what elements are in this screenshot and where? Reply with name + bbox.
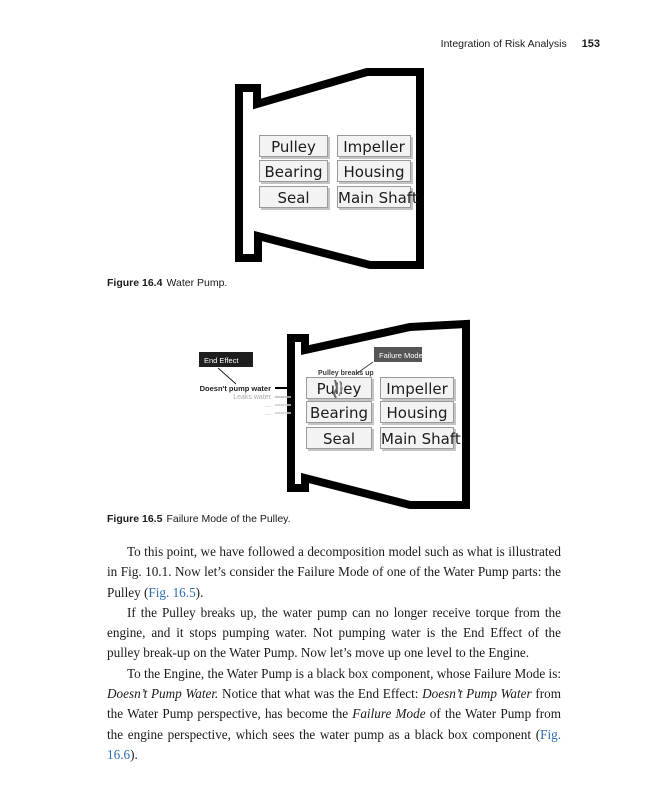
caption-text: Water Pump. — [166, 277, 228, 289]
caption-label: Figure 16.4 — [107, 277, 163, 289]
figure-16-5-caption — [107, 513, 291, 525]
p1-text: To this point, we have followed a decomposition model such as what is illustrated in Fig. 10.1. Now let’s consider the Failure Mode of one of the Water Pump parts: the Pulley ( — [107, 544, 561, 600]
part-housing: Housing — [337, 160, 411, 182]
part-seal: Seal — [259, 186, 328, 208]
part-main-shaft: Main Shaft — [380, 427, 454, 449]
end-effect-pointer — [218, 368, 236, 384]
part-pulley-failed: Pulley — [306, 377, 372, 399]
part-main-shaft: Main Shaft — [337, 186, 411, 208]
part-impeller: Impeller — [337, 135, 411, 157]
part-housing: Housing — [380, 401, 454, 423]
end-effect-secondary: Leaks water — [233, 394, 271, 401]
p3-text-c: from the Water Pump perspective, has become the — [107, 686, 562, 722]
p3-text-a: To the Engine, the Water Pump is a black box component, whose Failure Mode is: — [127, 665, 561, 681]
p3-italic-1: Doesn’t Pump Water. — [107, 686, 219, 702]
part-bearing: Bearing — [259, 160, 328, 182]
failure-mode-text: Pulley breaks up — [318, 370, 374, 377]
part-pulley: Pulley — [259, 135, 328, 157]
ellipsis-1: ... — [265, 402, 271, 409]
end-effect-label: End Effect — [204, 356, 239, 365]
failure-mode-label: Failure Mode — [379, 351, 423, 360]
p1-text-end: ). — [195, 584, 204, 600]
part-bearing: Bearing — [306, 401, 372, 423]
running-head-title: Integration of Risk Analysis — [440, 38, 567, 50]
paragraph-1 — [107, 542, 561, 603]
p3-text-d: of the Water Pump from the engine perspective, which sees the water pump as a black box component ( — [107, 706, 561, 742]
caption-label: Figure 16.5 — [107, 513, 163, 525]
p3-italic-2: Doesn’t Pump Water — [422, 686, 532, 702]
caption-text: Failure Mode of the Pulley. — [166, 513, 291, 525]
p3-text-b: Notice that what was the End Effect: — [218, 686, 423, 702]
p3-italic-3: Failure Mode — [352, 706, 426, 722]
ellipsis-2: ... — [265, 410, 271, 417]
end-effect-main: Doesn't pump water — [199, 384, 271, 393]
body-text — [107, 542, 561, 765]
paragraph-2: If the Pulley breaks up, the water pump can no longer receive torque from the engine, and it stops pumping water. Not pumping water is the End Effect of the pulley break-up on the Water Pump. Now let’s move up one level to the Engine. — [107, 604, 561, 661]
paragraph-3 — [107, 664, 561, 765]
page-number: 153 — [581, 38, 600, 50]
fig-16-5-link[interactable]: Fig. 16.5 — [148, 584, 196, 600]
part-impeller: Impeller — [380, 377, 454, 399]
fig-16-6-link[interactable]: Fig. 16.6 — [107, 726, 561, 762]
p3-text-e: ). — [130, 746, 138, 762]
part-seal: Seal — [306, 427, 372, 449]
